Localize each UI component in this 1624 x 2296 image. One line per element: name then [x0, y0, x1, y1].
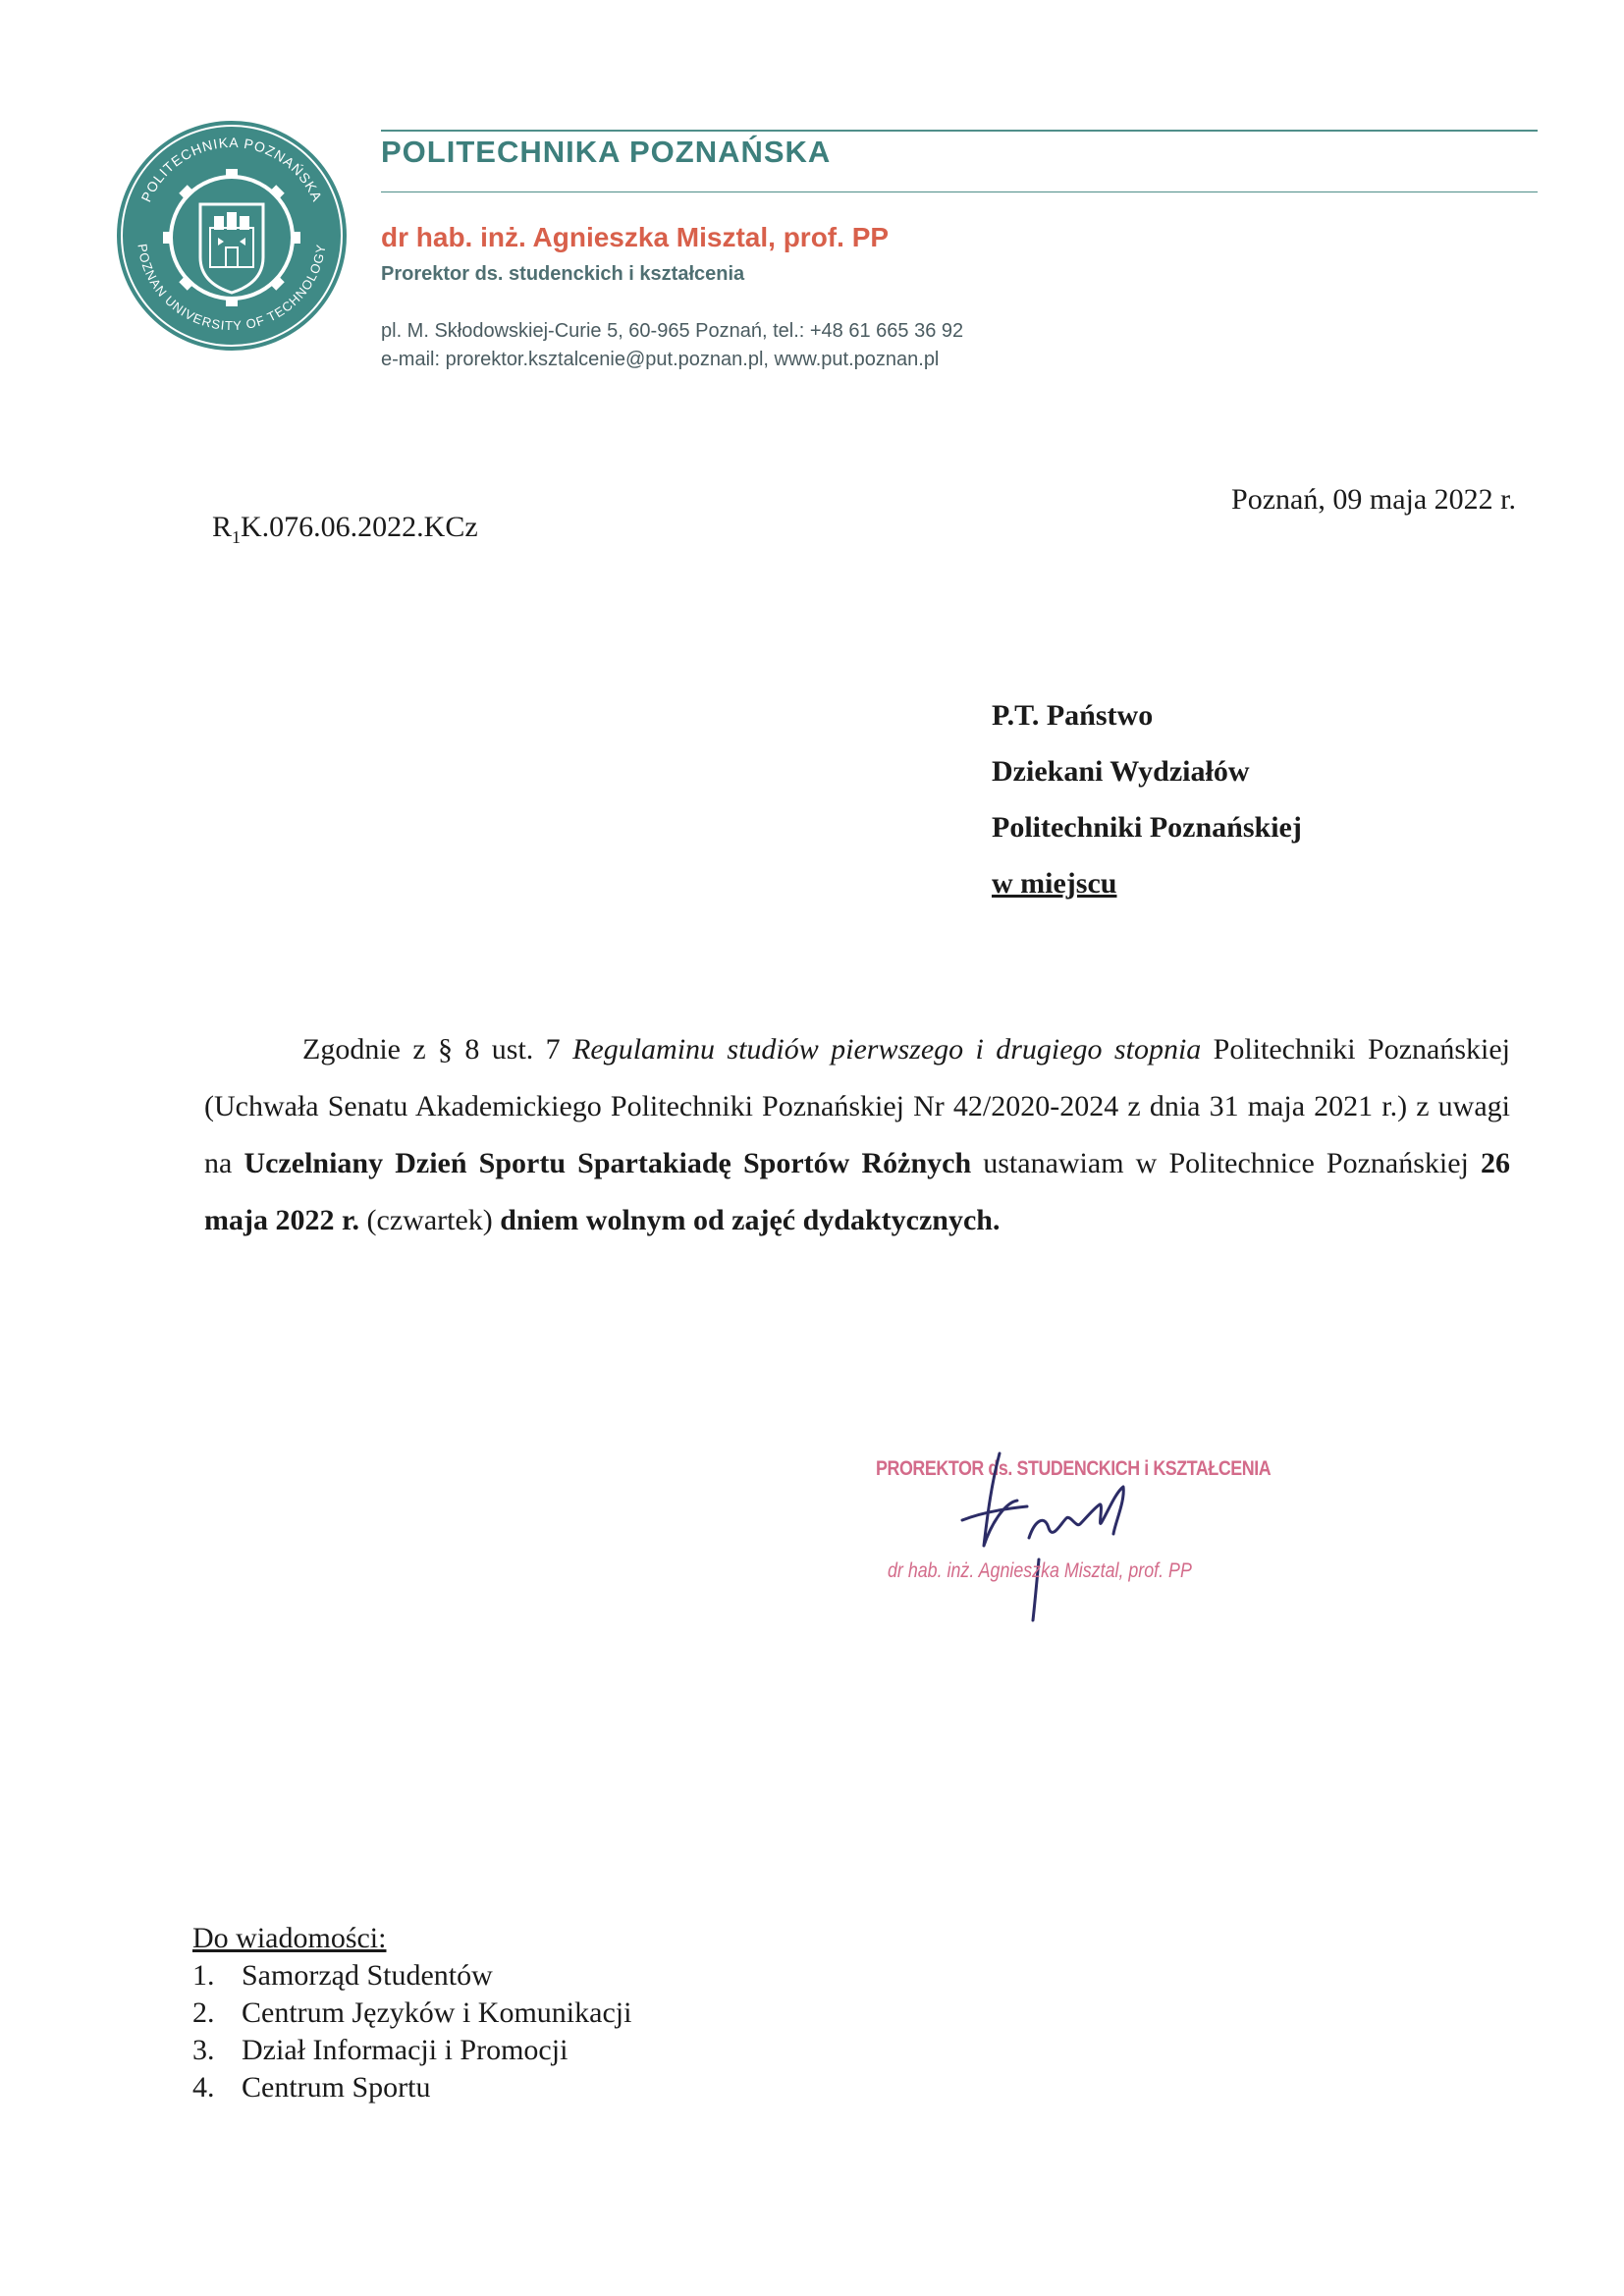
- handwritten-signature: [923, 1444, 1159, 1630]
- addressee-block: [992, 687, 1302, 911]
- list-item: 4. Centrum Sportu: [192, 2071, 431, 2104]
- stamp-title: PROREKTOR ds. STUDENCKICH i KSZTAŁCENIA: [876, 1457, 1272, 1480]
- stamp-name: dr hab. inż. Agnieszka Misztal, prof. PP: [888, 1559, 1192, 1582]
- logo-ring-top-text: POLITECHNIKA POZNAŃSKA: [137, 134, 326, 205]
- university-logo: [116, 120, 348, 352]
- list-item: 1. Samorząd Studentów: [192, 1959, 493, 1992]
- sender-contact: e-mail: prorektor.ksztalcenie@put.poznan.pl, www.put.poznan.pl: [381, 349, 940, 370]
- sender-role: Prorektor ds. studenckich i kształcenia: [381, 263, 745, 285]
- addressee-line: Politechniki Poznańskiej: [992, 811, 1302, 844]
- sender-address: pl. M. Skłodowskiej-Curie 5, 60-965 Poznań, tel.: +48 61 665 36 92: [381, 320, 964, 342]
- header-rule-middle: [381, 191, 1538, 192]
- place-and-date: Poznań, 09 maja 2022 r.: [1231, 483, 1516, 516]
- official-stamp: [864, 1444, 1272, 1630]
- distribution-list-title: Do wiadomości:: [192, 1922, 387, 1954]
- addressee-line: Dziekani Wydziałów: [992, 755, 1250, 788]
- body-paragraph: Zgodnie z § 8 ust. 7 Regulaminu studiów pierwszego i drugiego stopnia Politechniki Poznańskiej (Uchwała Senatu Akademickiego Politechniki Poznańskiej Nr 42/2020-2024 z dnia 31 maja 2021 r.) z uwagi na Uczelniany Dzień Sportu Spartakiadę Sportów Różnych ustanawiam w Politechnice Poznańskiej 26 maja 2022 r. (czwartek) dniem wolnym od zajęć dydaktycznych.: [204, 1033, 1510, 1236]
- addressee-line: P.T. Państwo: [992, 699, 1154, 732]
- addressee-line: w miejscu: [992, 867, 1117, 900]
- distribution-list: [192, 1920, 631, 2106]
- letter-body: [204, 1021, 1510, 1249]
- sender-name: dr hab. inż. Agnieszka Misztal, prof. PP: [381, 222, 890, 252]
- document-reference: $R_1K.076.06.2022.KCz$: [212, 511, 478, 547]
- university-name: POLITECHNIKA POZNAŃSKA: [381, 135, 832, 169]
- list-item: 3. Dział Informacji i Promocji: [192, 2034, 568, 2066]
- list-item: 2. Centrum Języków i Komunikacji: [192, 1996, 632, 2029]
- logo-ring-bottom-text: POZNAN UNIVERSITY OF TECHNOLOGY: [135, 243, 329, 334]
- header-rule-top: [381, 130, 1538, 132]
